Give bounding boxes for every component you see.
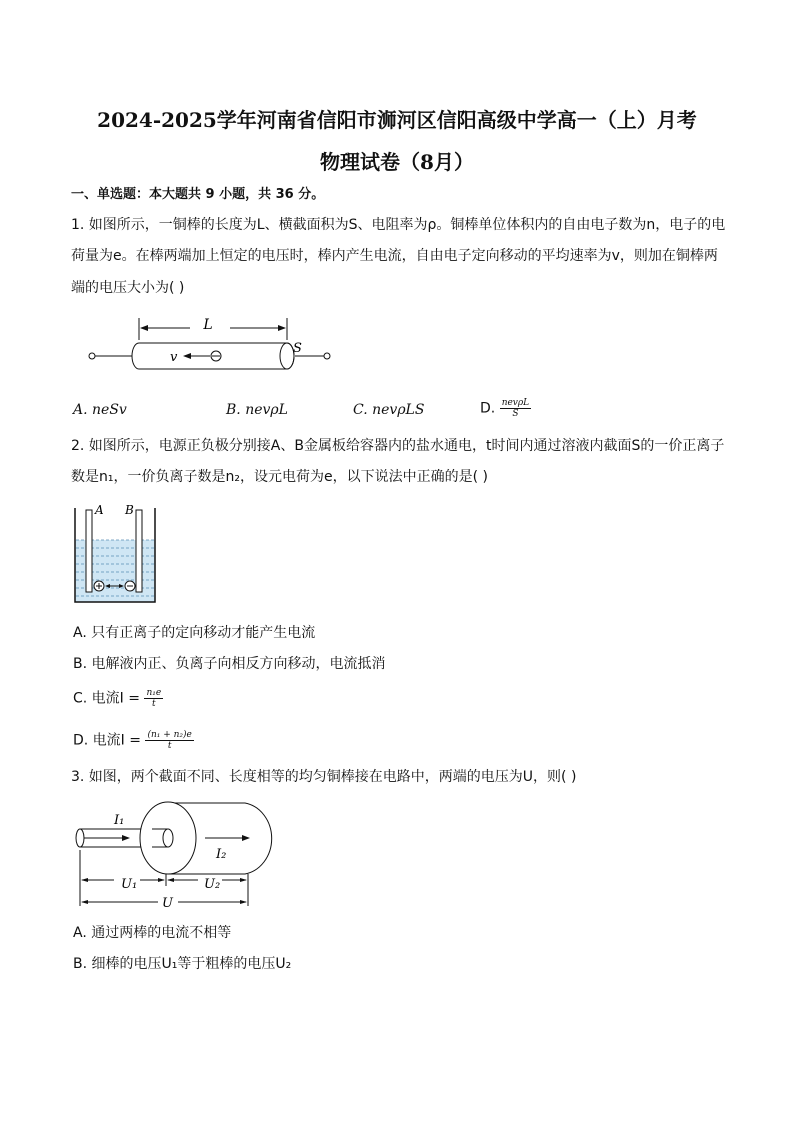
q1-text-line1: 1. 如图所示，一铜棒的长度为L、横截面积为S、电阻率为ρ。铜棒单位体积内的自由电子数为n，电子的电 bbox=[71, 217, 726, 233]
current-i1-label: I₁ bbox=[114, 813, 125, 828]
voltage-u-label: U bbox=[162, 896, 173, 911]
q2-option-d-numerator: (n₁ + n₂)e bbox=[147, 730, 192, 740]
q2-option-d-denominator: t bbox=[167, 741, 172, 751]
q2-text-line2: 数是n₁，一价负离子数是n₂，设元电荷为e，以下说法中正确的是( ) bbox=[71, 469, 488, 485]
q2-option-d-prefix: D. 电流I = bbox=[73, 732, 141, 749]
q2-option-b: B. 电解液内正、负离子向相反方向移动，电流抵消 bbox=[73, 656, 386, 672]
q1-copper-rod-figure bbox=[80, 310, 340, 385]
q2-option-c-fraction bbox=[144, 688, 163, 709]
q1-text-line2: 荷量为e。在棒两端加上恒定的电压时，棒内产生电流，自由电子定向移动的平均速率为v，则加在铜棒两 bbox=[71, 248, 718, 264]
q3-text-line1: 3. 如图，两个截面不同、长度相等的均匀铜棒接在电路中，两端的电压为U，则( ) bbox=[71, 769, 577, 785]
q2-text-line1: 2. 如图所示，电源正负极分别接A、B金属板给容器内的盐水通电，t时间内通过溶液内截面S的一价正离子 bbox=[71, 438, 725, 454]
q1-length-label: L bbox=[203, 317, 213, 333]
q1-velocity-label: v bbox=[170, 350, 178, 365]
q2-option-c bbox=[73, 688, 163, 709]
q3-option-b: B. 细棒的电压U₁等于粗棒的电压U₂ bbox=[73, 956, 292, 972]
q1-option-c: C. nevρLS bbox=[353, 402, 425, 418]
q2-option-c-numerator: n₁e bbox=[146, 688, 162, 698]
current-i2-label: I₂ bbox=[216, 847, 227, 862]
q1-text-line3: 端的电压大小为( ) bbox=[71, 280, 185, 296]
q1-option-d-numerator: nevρL bbox=[501, 398, 530, 408]
q2-option-c-prefix: C. 电流I = bbox=[73, 690, 140, 707]
q1-option-d-prefix: D. bbox=[480, 400, 496, 417]
q2-option-c-denominator: t bbox=[152, 699, 156, 709]
q2-option-a: A. 只有正离子的定向移动才能产生电流 bbox=[73, 625, 316, 641]
voltage-u2-label: U₂ bbox=[204, 877, 221, 892]
q1-option-d-denominator: S bbox=[512, 409, 519, 419]
plate-a-label: A bbox=[95, 503, 104, 517]
q3-option-a: A. 通过两棒的电流不相等 bbox=[73, 925, 232, 941]
q2-electrolysis-figure bbox=[70, 500, 165, 610]
q1-option-d bbox=[480, 398, 531, 419]
q1-area-label: S bbox=[293, 341, 302, 356]
exam-title-line2: 物理试卷（8月） bbox=[320, 150, 474, 174]
q1-option-a: A. neSv bbox=[73, 402, 127, 418]
q1-option-d-fraction bbox=[500, 398, 531, 419]
q1-option-b: B. nevρL bbox=[226, 402, 288, 418]
voltage-u1-label: U₁ bbox=[121, 877, 138, 892]
exam-title-line1: 2024-2025学年河南省信阳市浉河区信阳高级中学高一（上）月考 bbox=[97, 108, 697, 132]
q3-two-rods-figure bbox=[70, 798, 285, 913]
q2-option-d-fraction bbox=[145, 730, 193, 751]
plate-b-label: B bbox=[125, 503, 134, 517]
section-header: 一、单选题：本大题共 9 小题，共 36 分。 bbox=[71, 187, 325, 202]
q2-option-d bbox=[73, 730, 194, 751]
